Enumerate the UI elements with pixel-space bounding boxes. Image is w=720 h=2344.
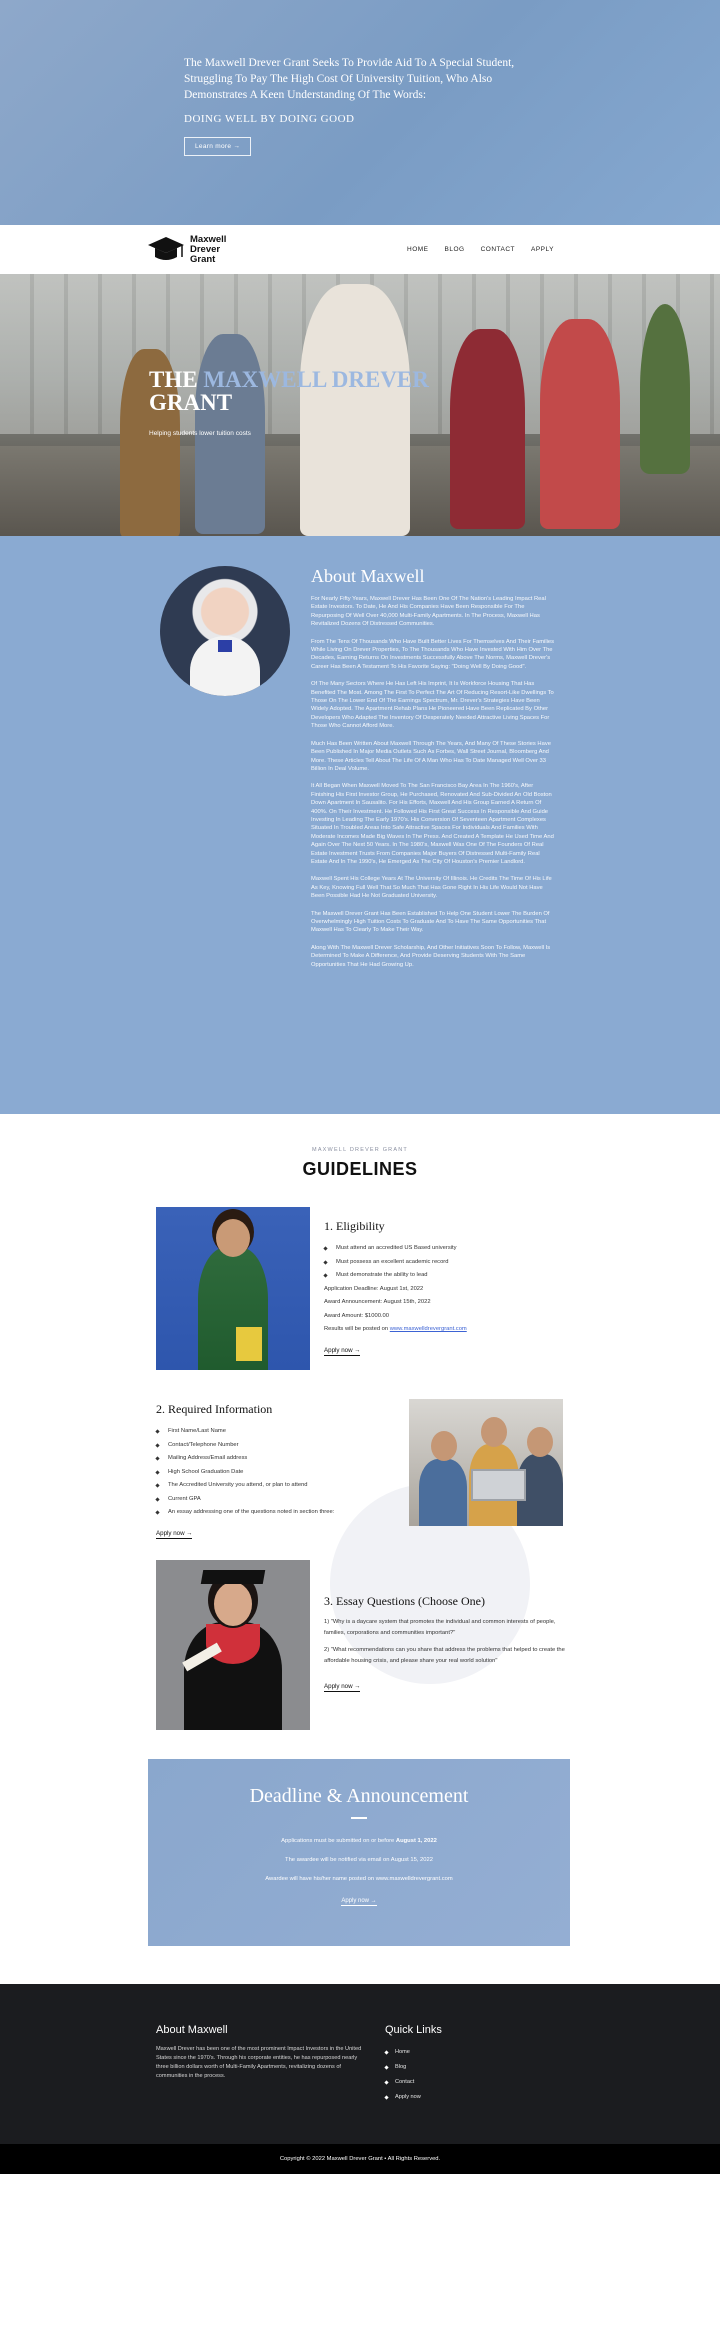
essay-heading: 3. Essay Questions (Choose One): [324, 1594, 485, 1608]
list-item: The Accredited University you attend, or plan to attend: [156, 1479, 386, 1493]
navbar: [0, 225, 720, 274]
motto: DOING WELL BY DOING GOOD: [184, 113, 355, 125]
banner-title-prefix: THE: [149, 367, 198, 392]
mission-statement: The Maxwell Drever Grant Seeks To Provide Aid To A Special Student, Struggling To Pay The High Cost Of University Tuition, Who Also Demonstrates A Keen Understanding Of The Words:: [184, 57, 515, 101]
eligibility-list: [324, 1242, 544, 1283]
footer-link-contact-text[interactable]: Contact: [395, 2079, 415, 2085]
image-shape: [201, 1570, 265, 1584]
eligibility-block: [324, 1219, 544, 1357]
footer-link-home[interactable]: [385, 2045, 442, 2060]
about-paragraph: Maxwell Spent His College Years At The University Of Illinois. He Credits The Time Of His Life As Key, Knowing Full Well That So Much That Has Gone Right In His Life Would Not Have Been Possible Had He Not Graduated University.: [311, 876, 552, 900]
maxwell-portrait: [160, 566, 290, 696]
logo-line-2: Drever: [190, 243, 221, 255]
footer-link-home-text[interactable]: Home: [395, 2049, 410, 2055]
background-tree: [640, 304, 690, 474]
application-deadline: Application Deadline: August 1st, 2022: [324, 1285, 424, 1292]
nav-contact[interactable]: CONTACT: [480, 246, 516, 253]
portrait-bowtie: [218, 640, 232, 652]
list-item: Current GPA: [156, 1493, 386, 1507]
footer-links: [385, 2024, 442, 2105]
list-item: Mailing Address/Email address: [156, 1452, 386, 1466]
footer-link-blog[interactable]: [385, 2060, 442, 2075]
student-figure: [450, 329, 525, 529]
student-figure: [540, 319, 620, 529]
footer-links-list: [385, 2045, 442, 2105]
nav-blog[interactable]: BLOG: [444, 246, 465, 253]
guidelines-section: [0, 1114, 720, 1759]
deadline-card: [148, 1759, 570, 1946]
about-content: [311, 566, 556, 978]
footer-about-heading: About Maxwell: [156, 2024, 228, 2036]
footer-about-text: Maxwell Drever has been one of the most prominent Impact Investors in the United States since the 1970's. Through his corporate entities, he has repurposed nearly three billion dollars worth of Multi-Family Apartments, revitalizing dozens of communities in the process.: [156, 2046, 362, 2079]
about-paragraph: From The Tens Of Thousands Who Have Built Better Lives For Themselves And Their Families While Living On Drever Properties, To The Thousands Who Have Invested With Him Over The Decades, Earning Returns On Investments Successfully Above The Norms, Maxwell Drever's Career Has Been A Testament To His Favorite Saying: "Doing Well By Doing Good".: [311, 638, 555, 670]
essay-block: [324, 1594, 569, 1693]
image-shape: [216, 1219, 250, 1257]
banner-title: [149, 368, 429, 414]
divider: [351, 1817, 367, 1819]
footer-about: [156, 2024, 366, 2081]
logo[interactable]: [146, 235, 226, 265]
about-heading: About Maxwell: [311, 566, 425, 586]
about-section: [0, 536, 720, 1114]
list-item: Contact/Telephone Number: [156, 1439, 386, 1453]
results-text: Results will be posted on: [324, 1326, 389, 1332]
image-shape: [214, 1582, 252, 1626]
list-item: Must demonstrate the ability to lead: [324, 1269, 544, 1283]
list-item: First Name/Last Name: [156, 1425, 386, 1439]
eligibility-info: [324, 1283, 544, 1337]
logo-text: [190, 235, 226, 265]
nav-apply[interactable]: APPLY: [531, 246, 554, 253]
students-banner: [0, 274, 720, 536]
essay-question-1: 1) "Why is a daycare system that promotes the individual and common interests of people, families, corporations and communities important?": [324, 1619, 556, 1636]
image-shape: [527, 1427, 553, 1457]
deadline-line-1-text: Applications must be submitted on or before: [281, 1838, 395, 1844]
guidelines-kicker: MAXWELL DREVER GRANT: [312, 1147, 408, 1153]
image-shape: [431, 1431, 457, 1461]
deadline-section: [0, 1759, 720, 1946]
top-hero: [0, 0, 720, 225]
list-item: Must possess an excellent academic record: [324, 1256, 544, 1270]
deadline-date: August 1, 2022: [395, 1838, 437, 1844]
award-amount: Award Amount: $1000.00: [324, 1312, 389, 1319]
image-shape: [419, 1459, 467, 1526]
about-paragraph: Much Has Been Written About Maxwell Through The Years, And Many Of These Stories Have Been Published In Major Media Outlets Such As Forbes, Wall Street Journal, Bloomberg And More. These Articles Tell About The Life Of A Man Who Has To Date Managed Well Over 33 Billion In Deal Volume.: [311, 740, 551, 772]
footer-link-blog-text[interactable]: Blog: [395, 2064, 407, 2070]
list-item: High School Graduation Date: [156, 1466, 386, 1480]
about-paragraph: It All Began When Maxwell Moved To The San Francisco Bay Area In The 1960's, After Finishing His First Investor Group, He Purchased, Renovated And Sub-Divided An Old Boston Down Apartment In Sausalito. For His Efforts, Maxwell And His Group Earned A Return Of 400%. On Their Investment. He Followed His First Great Success In Responsible And Guide Investing In Leading The Early 1970's. His Conversion Of Seventeen Apartment Complexes Situated In Troubled Areas Into Safe Attractive Spaces For Individuals And Families With Moderate Incomes Made Big Waves In The Press. And Created A Template He Used Time And Again Over The Next 50 Years. In The 1980's, Maxwell Was One Of The Founders Of Real Estate Investment Trusts From Companies Major Buyers Of Distressed Multi-Family Real Estate And In The 1990's, He Emerged As The City Of Houston's Premier Landlord.: [311, 783, 554, 865]
apply-now-button-essay[interactable]: Apply now →: [324, 1683, 361, 1690]
list-item: Must attend an accredited US Based university: [324, 1242, 544, 1256]
required-heading: 2. Required Information: [156, 1402, 273, 1416]
deadline-line-2: The awardee will be notified via email on August 15, 2022: [285, 1857, 433, 1863]
results-line: [324, 1323, 544, 1337]
list-item: An essay addressing one of the questions noted in section three:: [156, 1506, 386, 1520]
deadline-line-3: Awardee will have his/her name posted on www.maxwelldrevergrant.com: [265, 1876, 453, 1882]
footer-link-apply[interactable]: [385, 2090, 442, 2105]
apply-now-button-eligibility[interactable]: Apply now →: [324, 1346, 361, 1354]
about-paragraph: Of The Many Sectors Where He Has Left His Imprint, It Is Workforce Housing That Has Benefited The Most. Among The First To Perfect The Art Of Reducing Resort-Like Dwellings To Those On The Lower End Of The Earnings Spectrum, Mr. Drever's Strategies Have Been Widely Adopted. The Apartment Rehab Plans He Pioneered Have Been Replicated By Other Developers Who Adapted The Inventory Of Desperately Needed Attractive Living Spaces For Those Who Cannot Afford More.: [311, 681, 554, 730]
main-menu: [407, 246, 554, 253]
footer-link-apply-text[interactable]: Apply now: [395, 2094, 421, 2100]
apply-now-button-required[interactable]: Apply now →: [156, 1529, 193, 1537]
about-paragraph: For Nearly Fifty Years, Maxwell Drever Has Been One Of The Nation's Leading Impact Real Estate Investors. To Date, He And His Companies Have Been Responsible For The Repurposing Of Well Over 40,000 Multi-Family Apartments. In The Process, Maxwell Has Revitalized Dozens Of Distressed Communities.: [311, 596, 546, 628]
learn-more-button[interactable]: Learn more →: [184, 137, 251, 156]
guidelines-title: GUIDELINES: [302, 1159, 418, 1179]
graduate-image: [156, 1560, 310, 1730]
banner-subtitle: Helping students lower tuition costs: [149, 430, 251, 437]
student-with-books-image: [156, 1207, 310, 1370]
graduation-cap-icon: [146, 235, 186, 265]
image-shape: [471, 1469, 526, 1501]
deadline-heading: Deadline & Announcement: [249, 1785, 469, 1807]
required-list: [156, 1425, 386, 1520]
logo-line-3: Grant: [190, 253, 216, 265]
spacer: [0, 1946, 720, 1984]
footer: [0, 1984, 720, 2144]
footer-links-heading: Quick Links: [385, 2024, 442, 2036]
image-shape: [481, 1417, 507, 1447]
footer-link-contact[interactable]: [385, 2075, 442, 2090]
eligibility-heading: 1. Eligibility: [324, 1219, 385, 1233]
banner-title-suffix: GRANT: [149, 390, 233, 415]
copyright-bar: Copyright © 2022 Maxwell Drever Grant • All Rights Reserved.: [0, 2144, 720, 2174]
image-shape: [236, 1327, 262, 1361]
award-announcement: Award Announcement: August 15th, 2022: [324, 1299, 431, 1305]
students-laptop-image: [409, 1399, 563, 1526]
logo-line-1: Maxwell: [190, 233, 227, 245]
nav-home[interactable]: HOME: [407, 246, 429, 253]
about-paragraph: Along With The Maxwell Drever Scholarship, And Other Initiatives Soon To Follow, Maxwell Is Determined To Make A Difference, And Provide Deserving Students With The Same Opportunities That He Had Growing Up.: [311, 944, 551, 968]
apply-now-button-deadline[interactable]: Apply now →: [341, 1898, 377, 1904]
required-info-block: [156, 1402, 386, 1540]
deadline-line-1: [148, 1832, 570, 1851]
about-paragraph: The Maxwell Drever Grant Has Been Established To Help One Student Lower The Burden Of Overwhelmingly High Tuition Costs To Graduate And To Have The Same Opportunities That Maxwell Has To Clearly To Make Their Way.: [311, 910, 550, 934]
results-link[interactable]: www.maxwelldrevergrant.com: [389, 1326, 467, 1332]
banner-title-accent: MAXWELL DREVER: [203, 367, 429, 392]
essay-question-2: 2) "What recommendations can you share that address the problems that helped to create the affordable housing crisis, and please share your real world solution": [324, 1647, 565, 1664]
